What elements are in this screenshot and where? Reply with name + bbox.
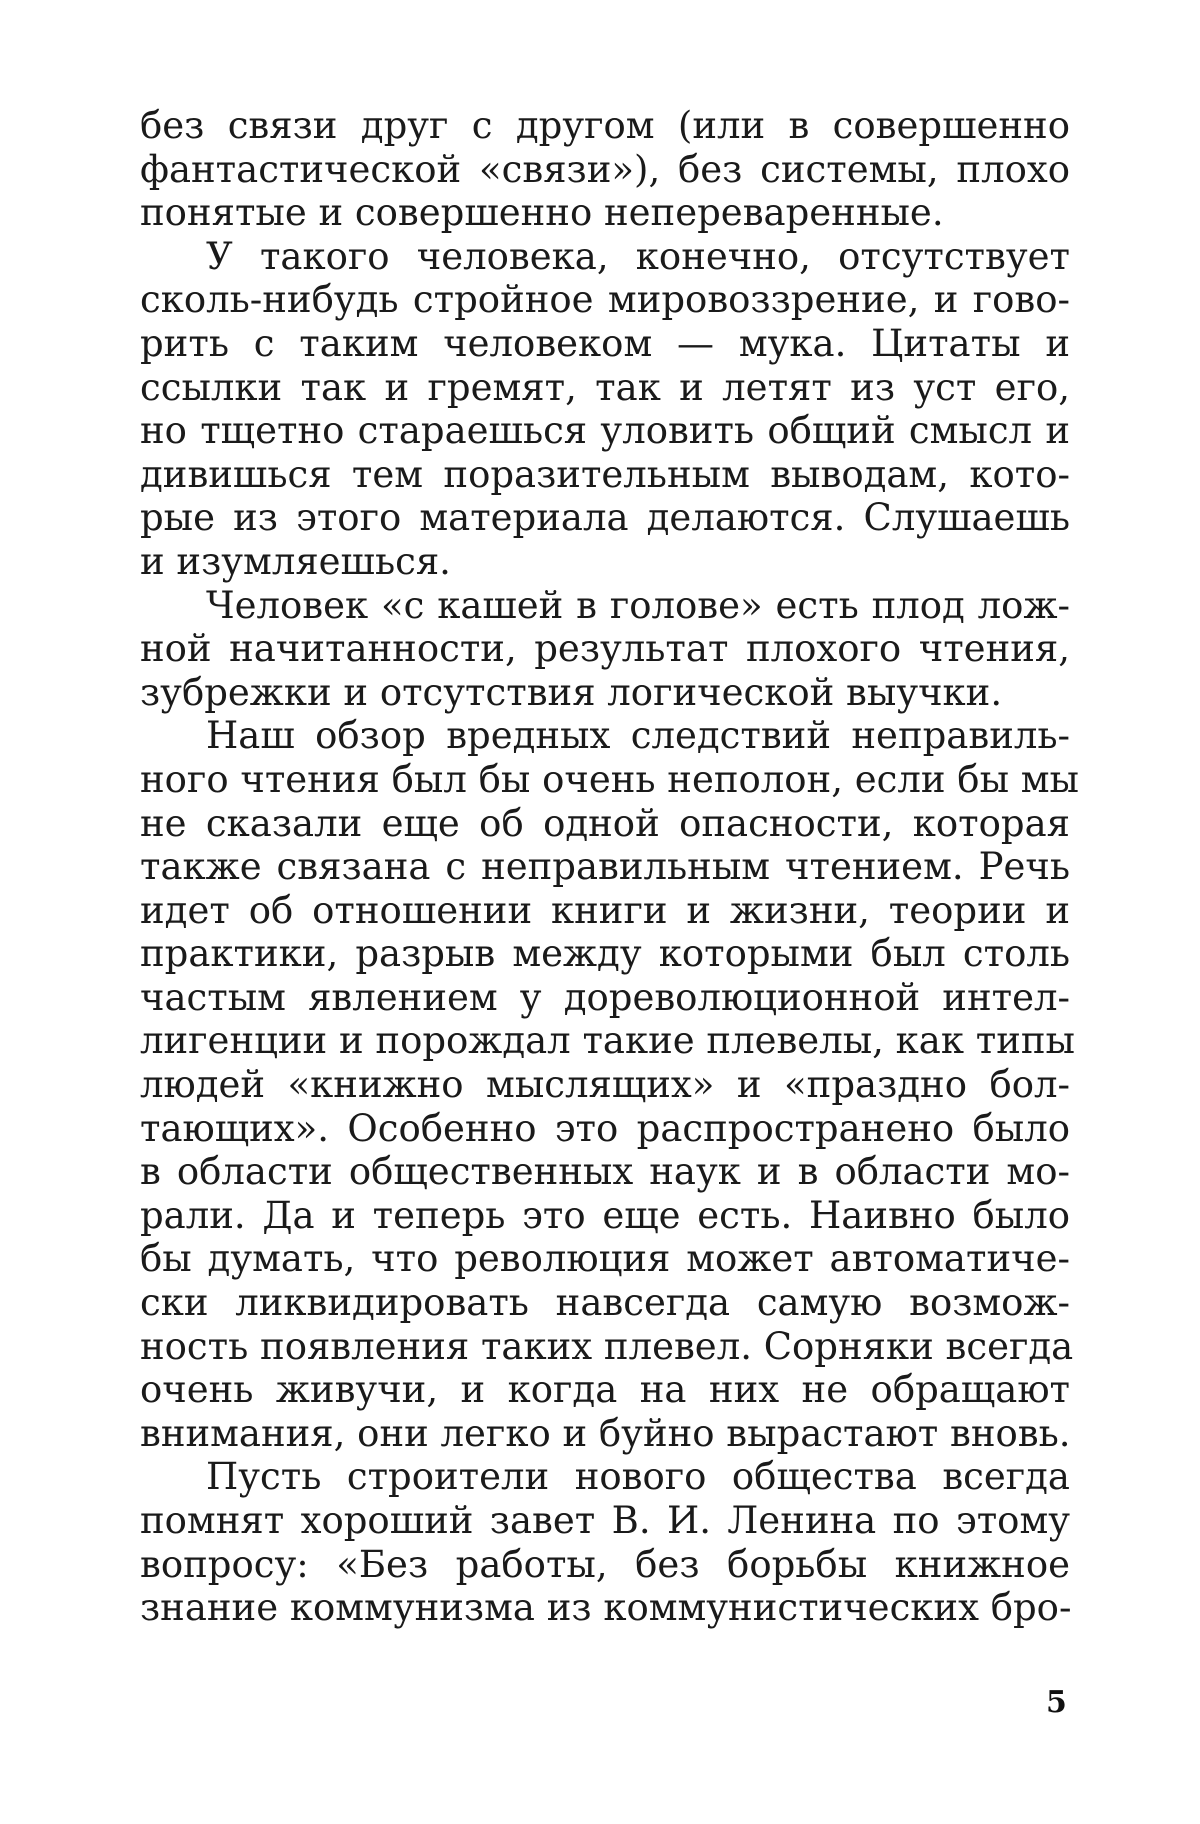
text-line: Пусть строители нового общества всегда [206, 1455, 1070, 1499]
text-line: вопросу: «Без работы, без борьбы книжное [140, 1542, 1070, 1586]
text-line: сколь-нибудь стройное мировоззрение, и гово- [140, 278, 1070, 322]
text-line: лигенции и порождал такие плевелы, как типы [140, 1019, 1075, 1063]
text-line: практики, разрыв между которыми был столь [140, 932, 1070, 976]
text-line: тающих». Особенно это распространено было [140, 1106, 1070, 1150]
text-line: ссылки так и гремят, так и летят из уст его, [140, 365, 1070, 409]
text-line: ски ликвидировать навсегда самую возмож- [140, 1281, 1070, 1325]
text-line: рали. Да и теперь это еще есть. Наивно было [140, 1193, 1070, 1237]
text-line: внимания, они легко и буйно вырастают вновь. [140, 1411, 1071, 1455]
text-line: ность появления таких плевел. Сорняки всегда [140, 1324, 1074, 1368]
text-line: У такого человека, конечно, отсутствует [206, 234, 1070, 278]
text-line: в области общественных наук и в области мо- [140, 1150, 1070, 1194]
text-line: ного чтения был бы очень неполон, если бы мы [140, 757, 1080, 801]
text-line: людей «книжно мыслящих» и «праздно бол- [140, 1063, 1070, 1107]
text-line: знание коммунизма из коммунистических бро- [140, 1586, 1072, 1630]
text-line: очень живучи, и когда на них не обращают [140, 1368, 1070, 1412]
text-line: Человек «с кашей в голове» есть плод лож- [206, 583, 1070, 627]
text-line: Наш обзор вредных следствий неправиль- [206, 714, 1070, 758]
text-line: и изумляешься. [140, 539, 451, 583]
text-line: рить с таким человеком — мука. Цитаты и [140, 321, 1070, 365]
text-line: помнят хороший завет В. И. Ленина по этому [140, 1499, 1070, 1542]
text-line: фантастической «связи»), без системы, плохо [140, 147, 1070, 191]
text-line: также связана с неправильным чтением. Речь [140, 845, 1070, 889]
page-number: 5 [1046, 1685, 1067, 1720]
text-line: не сказали еще об одной опасности, которая [140, 801, 1070, 845]
text-line: но тщетно стараешься уловить общий смысл и [140, 409, 1070, 453]
text-line: зубрежки и отсутствия логической выучки. [140, 670, 1003, 714]
text-line: рые из этого материала делаются. Слушаешь [140, 496, 1070, 540]
body-text [140, 104, 1080, 1630]
text-line: бы думать, что революция может автоматиче- [140, 1237, 1070, 1281]
text-line: без связи друг с другом (или в совершенно [140, 104, 1070, 147]
text-line: частым явлением у дореволюционной интел- [140, 975, 1070, 1019]
text-line: дивишься тем поразительным выводам, кото- [140, 452, 1070, 496]
text-line: идет об отношении книги и жизни, теории и [140, 888, 1070, 932]
text-line: ной начитанности, результат плохого чтения, [140, 627, 1070, 671]
text-line: понятые и совершенно непереваренные. [140, 191, 944, 235]
